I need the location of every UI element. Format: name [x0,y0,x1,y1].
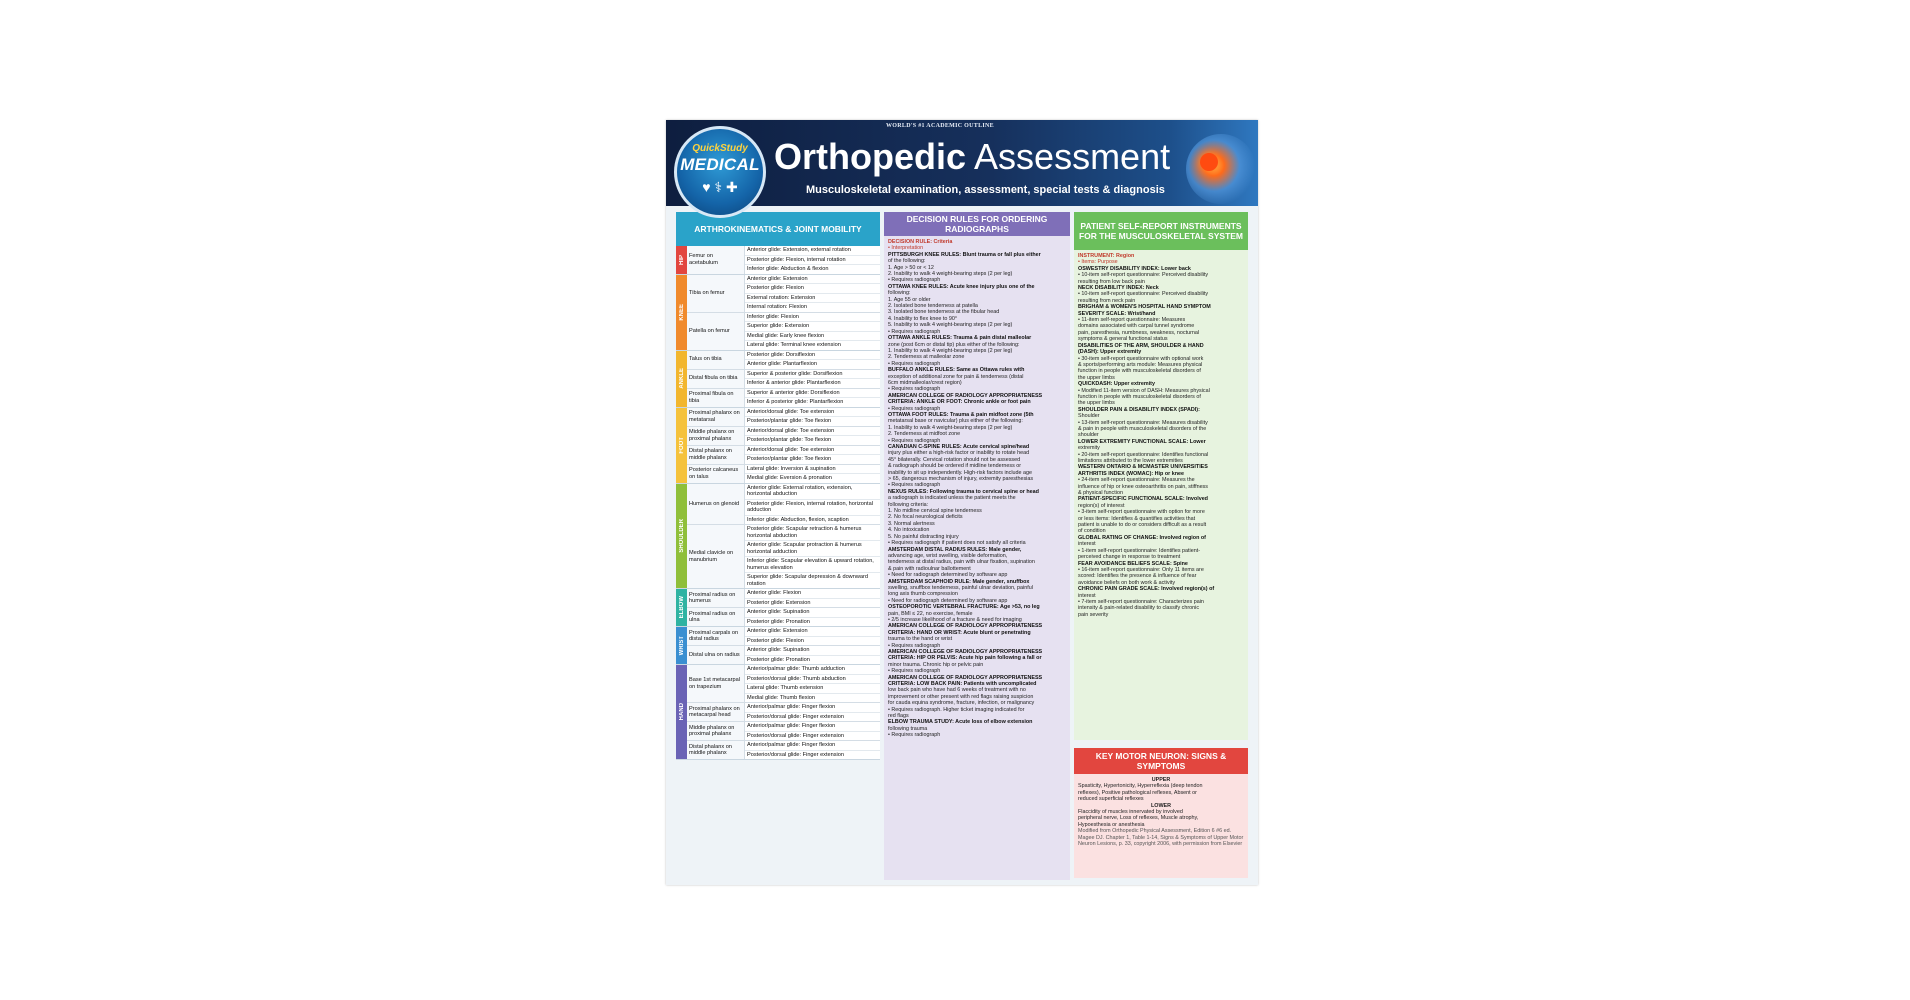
table-row [687,351,880,370]
glide-cell: Posterior glide: Pronation [745,618,880,627]
joint-group-hand [676,665,880,760]
glide-cell: Anterior/palmar glide: Thumb adduction [745,665,880,675]
glide-cell: Anterior glide: Plantarflexion [745,360,880,369]
text-line: interest [1078,541,1096,548]
text-line: avoidance beliefs on both work & activity [1078,579,1176,586]
text-line: AMERICAN COLLEGE OF RADIOLOGY APPROPRIATENESS [888,623,1043,630]
badge-brand: QuickStudy [692,143,748,154]
text-line: • Items: Purpose [1078,259,1118,266]
text-line: & physical function [1078,490,1123,497]
text-line: extremity [1078,445,1100,452]
glide-cell: Anterior/palmar glide: Finger flexion [745,703,880,713]
table-row [687,313,880,350]
laminated-guide [666,120,1258,885]
text-line: perceived change in response to treatment [1078,554,1181,561]
joint-name: Proximal carpals on distal radius [687,627,745,645]
glide-cell: Posterior/dorsal glide: Finger extension [745,732,880,741]
text-line: 2. Tenderness at midfoot zone [888,431,961,438]
joint-name: Proximal radius on humerus [687,589,745,607]
text-line: pain severity [1078,611,1109,618]
text-line: & sports/performing arts module: Measures physical [1078,361,1203,368]
table-row [687,589,880,608]
text-line: following criteria: [888,501,929,508]
text-line: 3. Normal alertness [888,520,935,527]
glide-cell: Anterior glide: External rotation, extension, horizontal abduction [745,484,880,500]
joint-name: Tibia on femur [687,275,745,312]
text-line: • Requires radiograph. Higher ticket imaging indicated for [888,706,1025,713]
table-row [687,408,880,427]
text-line: 1. No midline cervical spine tenderness [888,508,982,515]
text-line: INSTRUMENT: Region [1078,253,1135,259]
joint-group-elbow [676,589,880,627]
text-line: 1. Age 55 or older [888,296,931,303]
text-line: 2. Tenderness at malleolar zone [888,354,965,361]
text-line: red flags [888,713,909,720]
column-decision-rules [884,212,1070,880]
text-line: • Requires radiograph [888,437,941,444]
joint-group-label: ELBOW [676,589,687,626]
table-row [687,370,880,389]
text-line: • Interpretation [888,245,924,252]
guide-subtitle: Musculoskeletal examination, assessment, special tests & diagnosis [806,184,1165,196]
text-line: of the following: [888,258,926,265]
glide-cell: Lateral glide: Thumb extension [745,684,880,694]
arthrokinematics-table [676,246,880,760]
text-line: reflexes), Positive pathological reflexes, Absent or [1078,789,1197,796]
glide-cell: Superior & anterior glide: Dorsiflexion [745,389,880,399]
text-line: peripheral nerve, Loss of reflexes, Muscle atrophy, [1078,815,1199,822]
glide-cell: Medial glide: Thumb flexion [745,694,880,703]
text-line: LOWER [1150,802,1172,809]
table-row [687,646,880,664]
joint-name: Distal phalanx on middle phalanx [687,741,745,759]
text-line: • 24-item self-report questionnaire: Measures the [1078,477,1195,484]
text-line: • Requires radiograph [888,642,941,649]
text-line: • 2/5 increase likelihood of a fracture & need for imaging [888,616,1022,623]
text-line: • 3-item self-report questionnaire with option for more [1078,509,1205,516]
glide-cell: Anterior glide: Flexion [745,589,880,599]
text-line: (DASH): Upper extremity [1078,349,1142,356]
text-line: tenderness at distal radius, pain with ulnar fixation, supination [888,559,1035,566]
table-row [687,446,880,465]
glide-cell: Anterior glide: Extension, external rotation [745,246,880,256]
text-line: > 65, dangerous mechanism of injury, extremity paresthesias [888,476,1034,483]
glide-cell: Posterior/plantar glide: Toe flexion [745,455,880,464]
text-line: UPPER [1151,777,1171,783]
glide-cell: Inferior & posterior glide: Plantarflexion [745,398,880,407]
text-line: OTTAWA KNEE RULES: Acute knee injury plus one of the [888,283,1035,290]
joint-group-label: FOOT [676,408,687,483]
joint-group-label: WRIST [676,627,687,664]
joint-group-hip [676,246,880,275]
text-line: for cauda equina syndrome, fracture, infection, or malignancy [888,700,1035,707]
text-line: • 10-item self-report questionnaire: Perceived disability [1078,272,1209,279]
text-line: BUFFALO ANKLE RULES: Same as Ottawa rules with [888,367,1025,374]
text-line: resulting from low back pain [1078,278,1145,285]
joint-group-ankle [676,351,880,408]
text-line: CANADIAN C-SPINE RULES: Acute cervical spine/head [888,444,1030,450]
joint-name: Proximal phalanx on metatarsal [687,408,745,426]
text-line: • Modified 11-item version of DASH: Measures physical [1078,387,1210,394]
text-line: zone (post 6cm or distal tip) plus either of the following: [888,341,1020,348]
text-line: GLOBAL RATING OF CHANGE: Involved region of [1078,534,1206,541]
text-line: • 10-item self-report questionnaire: Perceived disability [1078,291,1209,298]
joint-name: Distal fibula on tibia [687,370,745,388]
text-line: 5. No painful distracting injury [888,533,959,540]
text-line: LOWER EXTREMITY FUNCTIONAL SCALE: Lower [1078,438,1206,445]
table-row [687,722,880,741]
text-line: exception of additional zone for pain & tenderness (distal [888,373,1024,380]
table-row [687,389,880,407]
text-line: • Need for radiograph determined by software app [888,597,1008,604]
text-line: • Requires radiograph [888,405,941,412]
text-line: of condition [1078,528,1106,535]
table-row [687,484,880,526]
text-line: 1. Inability to walk 4 weight-bearing steps (2 per leg) [888,424,1013,431]
text-line: • 1-item self-report questionnaire: Identifies patient- [1078,547,1201,554]
text-line: swelling, snuffbox tenderness, painful ulnar deviation, painful [888,584,1033,591]
text-line: Hypoesthesia or anesthesia [1078,821,1145,828]
joint-name: Proximal radius on ulna [687,608,745,626]
text-line: CRITERIA: ANKLE OR FOOT: Chronic ankle or foot pain [888,399,1031,406]
text-line: DISABILITIES OF THE ARM, SHOULDER & HAND [1078,342,1204,349]
glide-cell: Inferior glide: Abduction & flexion [745,265,880,274]
decision-rules-text [884,236,1070,739]
text-line: Shoulder [1078,413,1100,420]
text-line: following trauma [888,725,928,732]
glide-cell: Inferior & anterior glide: Plantarflexion [745,379,880,388]
joint-group-label: HAND [676,665,687,759]
knee-pain-highlight [1200,153,1218,171]
table-row [687,275,880,313]
text-line: AMERICAN COLLEGE OF RADIOLOGY APPROPRIATENESS [888,392,1043,399]
column-arthrokinematics [676,212,880,246]
glide-cell: Posterior glide: Scapular retraction & humerus horizontal abduction [745,525,880,541]
text-line: • Requires radiograph [888,668,941,675]
joint-name: Base 1st metacarpal on trapezium [687,665,745,702]
glide-cell: Posterior/dorsal glide: Thumb abduction [745,675,880,685]
text-line: NEXUS RULES: Following trauma to cervical spine or head [888,488,1039,495]
glide-cell: Anterior/dorsal glide: Toe extension [745,408,880,418]
text-line: function in people with musculoskeletal disorders of [1078,368,1201,375]
glide-cell: Posterior glide: Flexion, internal rotation [745,256,880,266]
motor-neuron-text [1074,774,1248,847]
text-line: 45° bilaterally. Cervical rotation should not be assessed [888,456,1021,463]
text-line: SEVERITY SCALE: Wrist/hand [1078,310,1156,317]
text-line: symptoms & general functional status [1078,336,1168,343]
text-line: • Requires radiograph [888,732,941,739]
text-line: • Requires radiograph [888,360,941,367]
text-line: scored: Identifies the presence & influence of fear [1078,573,1197,580]
text-line: 1. Inability to walk 4 weight-bearing steps (2 per leg) [888,347,1013,354]
knee-illustration [1186,134,1256,204]
text-line: Flaccidity of muscles innervated by involved [1078,809,1183,816]
text-line: AMERICAN COLLEGE OF RADIOLOGY APPROPRIATENESS [888,674,1043,681]
glide-cell: Posterior glide: Flexion [745,637,880,646]
joint-name: Humerus on glenoid [687,484,745,525]
glide-cell: Posterior glide: Flexion [745,284,880,294]
text-line: reduced superficial reflexes [1078,796,1144,803]
text-line: 6cm midmalleolar/crest region) [888,379,962,386]
glide-cell: Superior glide: Scapular depression & downward rotation [745,573,880,588]
table-row [687,703,880,722]
glide-cell: Superior & posterior glide: Dorsiflexion [745,370,880,380]
glide-cell: Anterior/palmar glide: Finger flexion [745,741,880,751]
joint-group-knee [676,275,880,351]
glide-cell: Posterior glide: Flexion, internal rotation, horizontal adduction [745,500,880,516]
glide-cell: Lateral glide: Terminal knee extension [745,341,880,350]
text-line: shoulder [1078,432,1099,439]
text-line: inability to sit up independently. High-risk factors include age [888,469,1033,476]
joint-group-wrist [676,627,880,665]
text-line: • 20-item self-report questionnaire: Identifies functional [1078,451,1209,458]
text-line: Spasticity, Hypertonicity, Hyperreflexia (deep tendon [1078,783,1203,790]
glide-cell: Inferior glide: Flexion [745,313,880,323]
glide-cell: Anterior glide: Supination [745,646,880,656]
text-line: a radiograph is indicated unless the patient meets the [888,495,1016,502]
text-line: SHOULDER PAIN & DISABILITY INDEX (SPADI): [1078,406,1200,413]
glide-cell: Posterior glide: Dorsiflexion [745,351,880,361]
glide-cell: Posterior/dorsal glide: Finger extension [745,713,880,722]
joint-name: Proximal fibula on tibia [687,389,745,407]
text-line: • Requires radiograph [888,482,941,489]
table-row [687,665,880,703]
column-self-report [1074,212,1248,740]
text-line: metatarsal base or navicular) plus either of the following: [888,418,1023,425]
column-motor-neuron [1074,748,1248,878]
table-row [687,627,880,646]
text-line: function in people with musculoskeletal disorders of [1078,393,1201,400]
text-line: CRITERIA: HAND OR WRIST: Acute blunt or penetrating [888,629,1031,636]
text-line: 3. Isolated bone tenderness at the fibular head [888,309,1000,316]
text-line: 2. Isolated bone tenderness at patella [888,303,978,310]
text-line: • 13-item self-report questionnaire: Measures disability [1078,419,1208,426]
glide-cell: Anterior glide: Scapular protraction & humerus horizontal adduction [745,541,880,557]
joint-name: Distal phalanx on middle phalanx [687,446,745,464]
text-line: 1. Age > 50 or < 12 [888,264,934,271]
joint-group-label: KNEE [676,275,687,350]
text-line: AMSTERDAM DISTAL RADIUS RULES: Male gender, [888,546,1022,553]
text-line: WESTERN ONTARIO & MCMASTER UNIVERSITIES [1078,464,1208,471]
text-line: interest [1078,592,1096,599]
glide-cell: Superior glide: Extension [745,322,880,332]
text-line: long axis thumb compression [888,591,958,598]
joint-name: Medial clavicle on manubrium [687,525,745,588]
text-line: 2. Inability to walk 4 weight-bearing steps (2 per leg) [888,271,1013,278]
joint-name: Femur on acetabulum [687,246,745,274]
text-line: influence of hip or knee osteoarthritis on pain, stiffness [1078,483,1208,490]
table-row [687,741,880,759]
text-line: & pain with radioulnar ballottement [888,565,971,572]
text-line: 5. Inability to walk 4 weight-bearing steps (2 per leg) [888,322,1013,329]
text-line: DECISION RULE: Criteria [888,239,953,245]
text-line: low back pain who have had 6 weeks of treatment with no [888,687,1026,694]
section-title-decision-rules: DECISION RULES FOR ORDERING RADIOGRAPHS [884,212,1070,236]
text-line: limitations attributed to the lower extremities [1078,458,1183,464]
text-line: pain, BMI ≤ 22, no exercise, female [888,610,973,617]
text-line: BRIGHAM & WOMEN'S HOSPITAL HAND SYMPTOM [1078,304,1211,311]
glide-cell: Medial glide: Early knee flexion [745,332,880,342]
text-line: • Requires radiograph [888,386,941,393]
text-line: trauma to the hand or wrist [888,636,953,643]
glide-cell: Posterior glide: Pronation [745,656,880,665]
text-line: resulting from neck pain [1078,297,1136,304]
text-line: advancing age, wrist swelling, visible deformation, [888,552,1008,559]
text-line: 4. No intoxication [888,527,930,534]
joint-name: Patella on femur [687,313,745,350]
text-line: minor trauma. Chronic hip or pelvic pain [888,661,984,668]
glide-cell: Posterior/dorsal glide: Finger extension [745,751,880,760]
joint-group-shoulder [676,484,880,590]
text-line: & pain in people with musculoskeletal disorders of the [1078,425,1207,432]
caduceus-icon: ♥ ⚕ ✚ [702,179,738,195]
glide-cell: Anterior glide: Supination [745,608,880,618]
joint-name: Posterior calcaneus on talus [687,465,745,483]
text-line: & radiograph should be ordered if midline tenderness or [888,463,1022,470]
table-row [687,427,880,446]
text-line: injury plus either a high-risk factor or inability to rotate head [888,450,1030,457]
text-line: PATIENT-SPECIFIC FUNCTIONAL SCALE: Involved [1078,496,1208,503]
text-line: CHRONIC PAIN GRADE SCALE: Involved region(s) of [1078,586,1215,593]
text-line: AMERICAN COLLEGE OF RADIOLOGY APPROPRIATENESS [888,649,1043,655]
text-line: pain, paresthesia, numbness, weakness, nocturnal [1078,329,1200,336]
text-line: intensity & pain-related disability to classify chronic [1078,605,1200,612]
quickstudy-medical-badge [674,126,766,218]
glide-cell: Anterior/dorsal glide: Toe extension [745,427,880,437]
text-line: • 7-item self-report questionnaire: Characterizes pain [1078,598,1204,605]
text-line: OTTAWA FOOT RULES: Trauma & pain midfoot zone (5th [888,411,1034,418]
text-line: PITTSBURGH KNEE RULES: Blunt trauma or fall plus either [888,251,1041,258]
text-line: CRITERIA: HIP OR PELVIS: Acute hip pain following a fall or [888,655,1042,662]
section-title-arthrokinematics: ARTHROKINEMATICS & JOINT MOBILITY [676,212,880,246]
guide-title: Orthopedic Assessment [774,136,1171,177]
glide-cell: Anterior glide: Extension [745,627,880,637]
glide-cell: Inferior glide: Scapular elevation & upward rotation, humerus elevation [745,557,880,573]
glide-cell: Inferior glide: Abduction, flexion, scaption [745,516,880,525]
badge-series: MEDICAL [680,155,760,174]
text-line: Modified from Orthopedic Physical Assessment, Edition 6 #6 ed. [1078,828,1232,835]
text-line: patient is unable to do or considers difficult as a result [1078,522,1207,529]
text-line: CRITERIA: LOW BACK PAIN: Patients with uncomplicated [888,681,1037,688]
text-line: • Requires radiograph [888,328,941,335]
text-line: region(s) of interest [1078,502,1125,509]
text-line: • Requires radiograph if patient does not satisfy all criteria [888,540,1026,547]
text-line: • Need for radiograph determined by software app [888,572,1008,579]
glide-cell: Lateral glide: Inversion & supination [745,465,880,475]
text-line: ELBOW TRAUMA STUDY: Acute loss of elbow extension [888,719,1033,726]
text-line: Neuron Lesions, p. 33, copyright 2006, with permission from Elsevier [1078,841,1243,848]
section-title-motor-neuron: KEY MOTOR NEURON: SIGNS & SYMPTOMS [1074,748,1248,774]
glide-cell: Posterior/plantar glide: Toe flexion [745,417,880,426]
joint-group-label: HIP [676,246,687,274]
text-line: 4. Inability to flex knee to 90° [888,315,957,322]
text-line: OSWESTRY DISABILITY INDEX: Lower back [1078,265,1191,272]
text-line: 2. No focal neurological deficits [888,514,963,521]
text-line: OTTAWA ANKLE RULES: Trauma & pain distal malleolar [888,335,1032,342]
text-line: • 16-item self-report questionnaire: Only 11 items are [1078,566,1204,573]
self-report-text [1074,250,1248,618]
table-row [687,608,880,626]
glide-cell: External rotation: Extension [745,294,880,304]
text-line: QUICKDASH: Upper extremity [1078,381,1155,388]
table-row [687,246,880,274]
text-line: following: [888,290,911,297]
glide-cell: Anterior/palmar glide: Finger flexion [745,722,880,732]
glide-cell: Posterior glide: Extension [745,599,880,608]
text-line: domains associated with carpal tunnel syndrome [1078,323,1195,330]
joint-group-label: SHOULDER [676,484,687,589]
joint-name: Middle phalanx on proximal phalanx [687,427,745,445]
glide-cell: Anterior glide: Extension [745,275,880,285]
text-line: the upper limbs [1078,400,1115,407]
joint-name: Talus on tibia [687,351,745,369]
series-kicker: WORLD'S #1 ACADEMIC OUTLINE [886,123,994,129]
joint-name: Middle phalanx on proximal phalanx [687,722,745,740]
glide-cell: Anterior/dorsal glide: Toe extension [745,446,880,456]
text-line: improvement or other present with red flags raising suspicion [888,693,1034,700]
text-line: ARTHRITIS INDEX (WOMAC): Hip or knee [1078,470,1185,477]
section-title-self-report: PATIENT SELF-REPORT INSTRUMENTS FOR THE MUSCULOSKELETAL SYSTEM [1074,212,1248,250]
text-line: Magee DJ. Chapter 1, Table 1-14, Signs & Symptoms of Upper Motor [1078,834,1244,841]
text-line: FEAR AVOIDANCE BELIEFS SCALE: Spine [1078,560,1188,567]
glide-cell: Medial glide: Eversion & pronation [745,474,880,483]
glide-cell: Posterior/plantar glide: Toe flexion [745,436,880,445]
joint-group-label: ANKLE [676,351,687,407]
table-row [687,525,880,588]
text-line: • Requires radiograph [888,277,941,284]
text-line: or less items: Identifies & quantifies activities that [1078,515,1196,522]
joint-name: Distal ulna on radius [687,646,745,664]
text-line: NECK DISABILITY INDEX: Neck [1078,285,1159,292]
text-line: the upper limbs [1078,374,1115,381]
text-line: • 30-item self-report questionnaire with optional work [1078,355,1204,362]
table-row [687,465,880,483]
joint-name: Proximal phalanx on metacarpal head [687,703,745,721]
glide-cell: Internal rotation: Flexion [745,303,880,312]
text-line: • 11-item self-report questionnaire: Measures [1078,317,1186,324]
text-line: OSTEOPOROTIC VERTEBRAL FRACTURE: Age >53, no leg [888,604,1040,611]
joint-group-foot [676,408,880,484]
text-line: AMSTERDAM SCAPHOID RULE: Male gender, snuffbox [888,578,1030,585]
